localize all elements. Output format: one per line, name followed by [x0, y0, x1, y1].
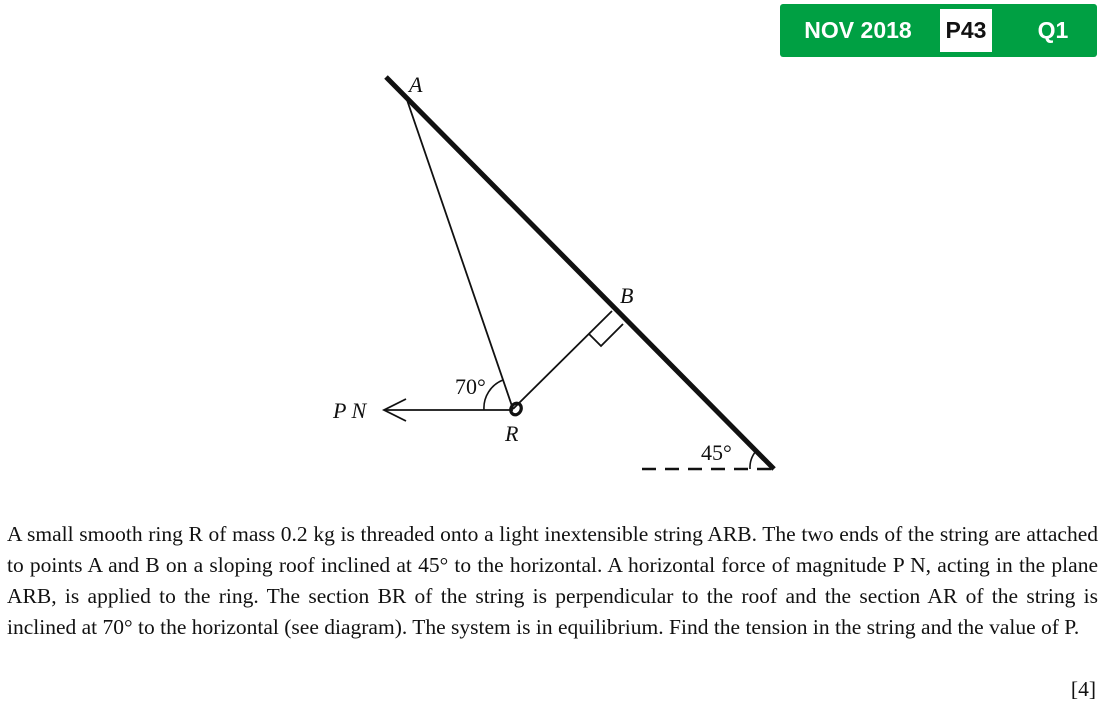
label-ring-r: R [505, 421, 519, 446]
paper-code-label: P43 [940, 9, 992, 52]
label-point-a: A [409, 72, 423, 97]
label-point-b: B [620, 283, 634, 308]
string-section-ar [406, 97, 513, 409]
string-section-br [513, 311, 612, 409]
angle-arc-45 [750, 451, 756, 469]
right-angle-marker [589, 324, 623, 346]
exam-session-label: NOV 2018 [804, 17, 912, 43]
marks-label: [4] [1070, 677, 1096, 701]
label-angle-45: 45° [701, 440, 732, 465]
label-angle-70: 70° [455, 374, 486, 399]
angle-arc-70 [484, 380, 503, 410]
question-number-label: Q1 [1037, 17, 1069, 43]
question-text: A small smooth ring R of mass 0.2 kg is threaded onto a light inextensible string ARB. The two ends of the string are attached to points A and B on a sloping roof inclined at 45° to the horizontal. A horizontal force of magnitude P N, acting in the plane ARB, is applied to the ring. The section BR of the string is perpendicular to the roof and the section AR of the string is inclined at 70° to the horizontal (see diagram). The system is in equilibrium. Find the tension in the string and the value of P. [7, 522, 1098, 639]
label-force-p: P N [333, 398, 367, 423]
